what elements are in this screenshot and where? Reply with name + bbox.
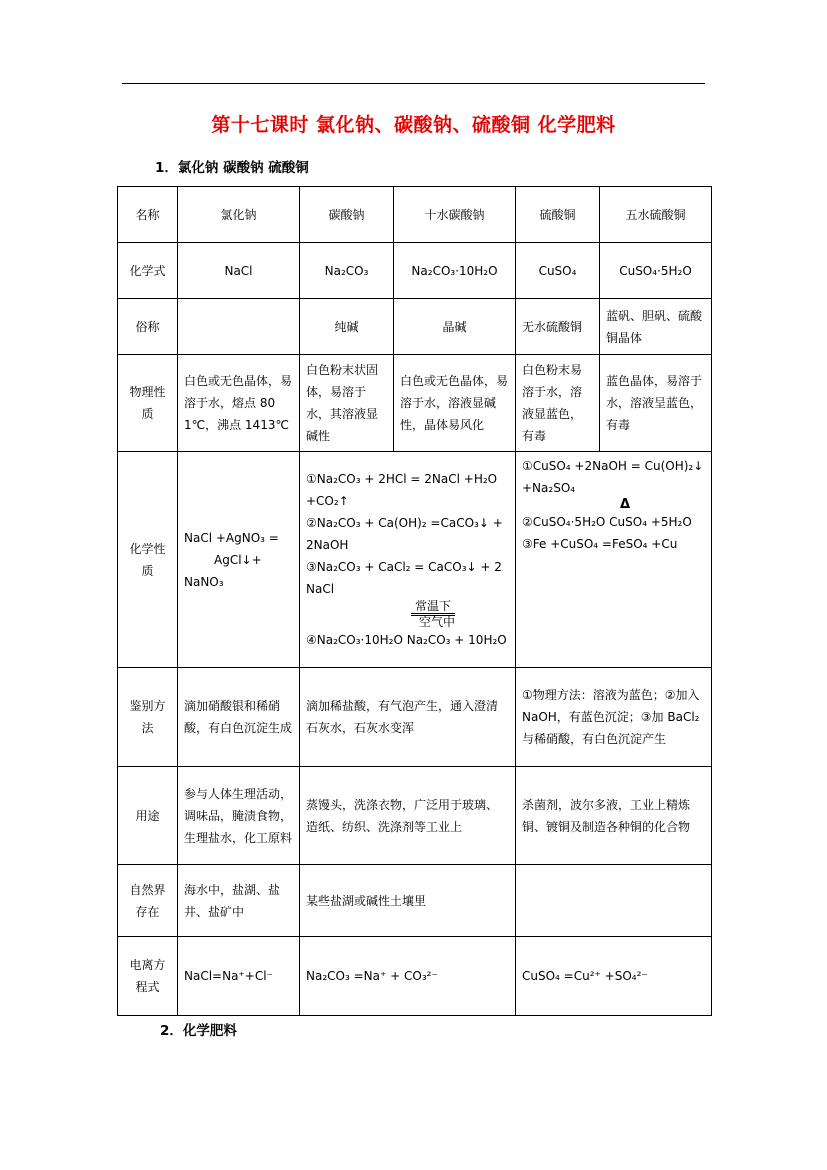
table-cell: 海水中，盐湖、盐井、盐矿中	[178, 865, 300, 937]
table-cell	[300, 452, 516, 668]
equation: NaCl +AgNO₃ =	[184, 530, 279, 545]
table-cell: 滴加稀盐酸，有气泡产生，通入澄清石灰水，石灰水变浑	[300, 668, 516, 767]
header-nacl: 氯化钠	[178, 187, 300, 243]
table-cell: 白色粉末易溶于水，溶液显蓝色，有毒	[516, 355, 600, 452]
table-cell: 白色或无色晶体，易溶于水，溶液显碱性，晶体易风化	[394, 355, 516, 452]
table-cell: Na₂CO₃ =Na⁺ + CO₃²⁻	[300, 937, 516, 1016]
equation: ①Na₂CO₃ + 2HCl = 2NaCl +H₂O +CO₂↑	[306, 472, 498, 508]
table-cell: CuSO₄·5H₂O	[600, 243, 712, 299]
table-cell: 无水硫酸铜	[516, 299, 600, 355]
row-label: 鉴别方法	[118, 668, 178, 767]
table-row	[118, 937, 712, 1016]
table-cell	[516, 865, 712, 937]
heat-symbol: Δ	[620, 497, 631, 512]
row-label: 自然界存在	[118, 865, 178, 937]
equation: ①CuSO₄ +2NaOH = Cu(OH)₂↓ +Na₂SO₄	[522, 459, 704, 495]
table-cell: NaCl	[178, 243, 300, 299]
row-label: 俗称	[118, 299, 178, 355]
table-cell	[178, 452, 300, 668]
equation: ③Fe +CuSO₄ =FeSO₄ +Cu	[522, 537, 678, 551]
equation: ③Na₂CO₃ + CaCl₂ = CaCO₃↓ + 2NaCl	[306, 560, 502, 596]
table-cell: ①物理方法：溶液为蓝色；②加入 NaOH，有蓝色沉淀；③加 BaCl₂与稀硝酸，有白色沉淀产生	[516, 668, 712, 767]
row-label: 电离方程式	[118, 937, 178, 1016]
equation: AgCl↓+	[214, 552, 262, 567]
table-cell: 蓝矾、胆矾、硫酸铜晶体	[600, 299, 712, 355]
table-row	[118, 355, 712, 452]
table-cell	[178, 299, 300, 355]
table-row	[118, 668, 712, 767]
table-cell: NaCl=Na⁺+Cl⁻	[178, 937, 300, 1016]
equation: NaNO₃	[184, 574, 224, 589]
reaction-condition	[306, 600, 509, 629]
table-cell: 白色粉末状固体，易溶于水，其溶液显碱性	[300, 355, 394, 452]
table-cell: 滴加硝酸银和稀硝酸，有白色沉淀生成	[178, 668, 300, 767]
table-row	[118, 452, 712, 668]
table-cell: 蓝色晶体，易溶于水，溶液呈蓝色，有毒	[600, 355, 712, 452]
table-header-row	[118, 187, 712, 243]
condition-bottom: 空气中	[419, 615, 456, 629]
table-row	[118, 243, 712, 299]
table-cell: 晶碱	[394, 299, 516, 355]
header-cuso4-5h2o: 五水硫酸铜	[600, 187, 712, 243]
table-row	[118, 767, 712, 865]
table-cell: 参与人体生理活动，调味品，腌渍食物，生理盐水，化工原料	[178, 767, 300, 865]
row-label: 物理性质	[118, 355, 178, 452]
table-cell: 蒸馒头，洗涤衣物，广泛用于玻璃、造纸、纺织、洗涤剂等工业上	[300, 767, 516, 865]
header-name: 名称	[118, 187, 178, 243]
equation: ②CuSO₄·5H₂O CuSO₄ +5H₂O	[522, 515, 692, 529]
table-cell: 某些盐湖或碱性土壤里	[300, 865, 516, 937]
equation: ④Na₂CO₃·10H₂O Na₂CO₃ + 10H₂O	[306, 633, 507, 647]
table-row	[118, 299, 712, 355]
table-cell	[516, 452, 712, 668]
section-heading-2: 2．化学肥料	[160, 1023, 237, 1039]
table-cell: 杀菌剂，波尔多液，工业上精炼铜、镀铜及制造各种铜的化合物	[516, 767, 712, 865]
section-heading-1: 1．氯化钠 碳酸钠 硫酸铜	[155, 160, 309, 176]
row-label: 用途	[118, 767, 178, 865]
salts-table	[117, 186, 712, 1016]
header-cuso4: 硫酸铜	[516, 187, 600, 243]
page-title: 第十七课时 氯化钠、碳酸钠、硫酸铜 化学肥料	[211, 114, 616, 136]
table-cell: Na₂CO₃	[300, 243, 394, 299]
table-cell: Na₂CO₃·10H₂O	[394, 243, 516, 299]
equation: ②Na₂CO₃ + Ca(OH)₂ =CaCO₃↓ +2NaOH	[306, 516, 503, 552]
table-cell: CuSO₄	[516, 243, 600, 299]
condition-top: 常温下	[411, 600, 455, 616]
row-label: 化学式	[118, 243, 178, 299]
row-label: 化学性质	[118, 452, 178, 668]
header-na2co3: 碳酸钠	[300, 187, 394, 243]
header-rule	[122, 83, 705, 84]
table-cell: CuSO₄ =Cu²⁺ +SO₄²⁻	[516, 937, 712, 1016]
table-cell: 白色或无色晶体，易溶于水，熔点 801℃，沸点 1413℃	[178, 355, 300, 452]
header-na2co3-10h2o: 十水碳酸钠	[394, 187, 516, 243]
table-cell: 纯碱	[300, 299, 394, 355]
table-row	[118, 865, 712, 937]
